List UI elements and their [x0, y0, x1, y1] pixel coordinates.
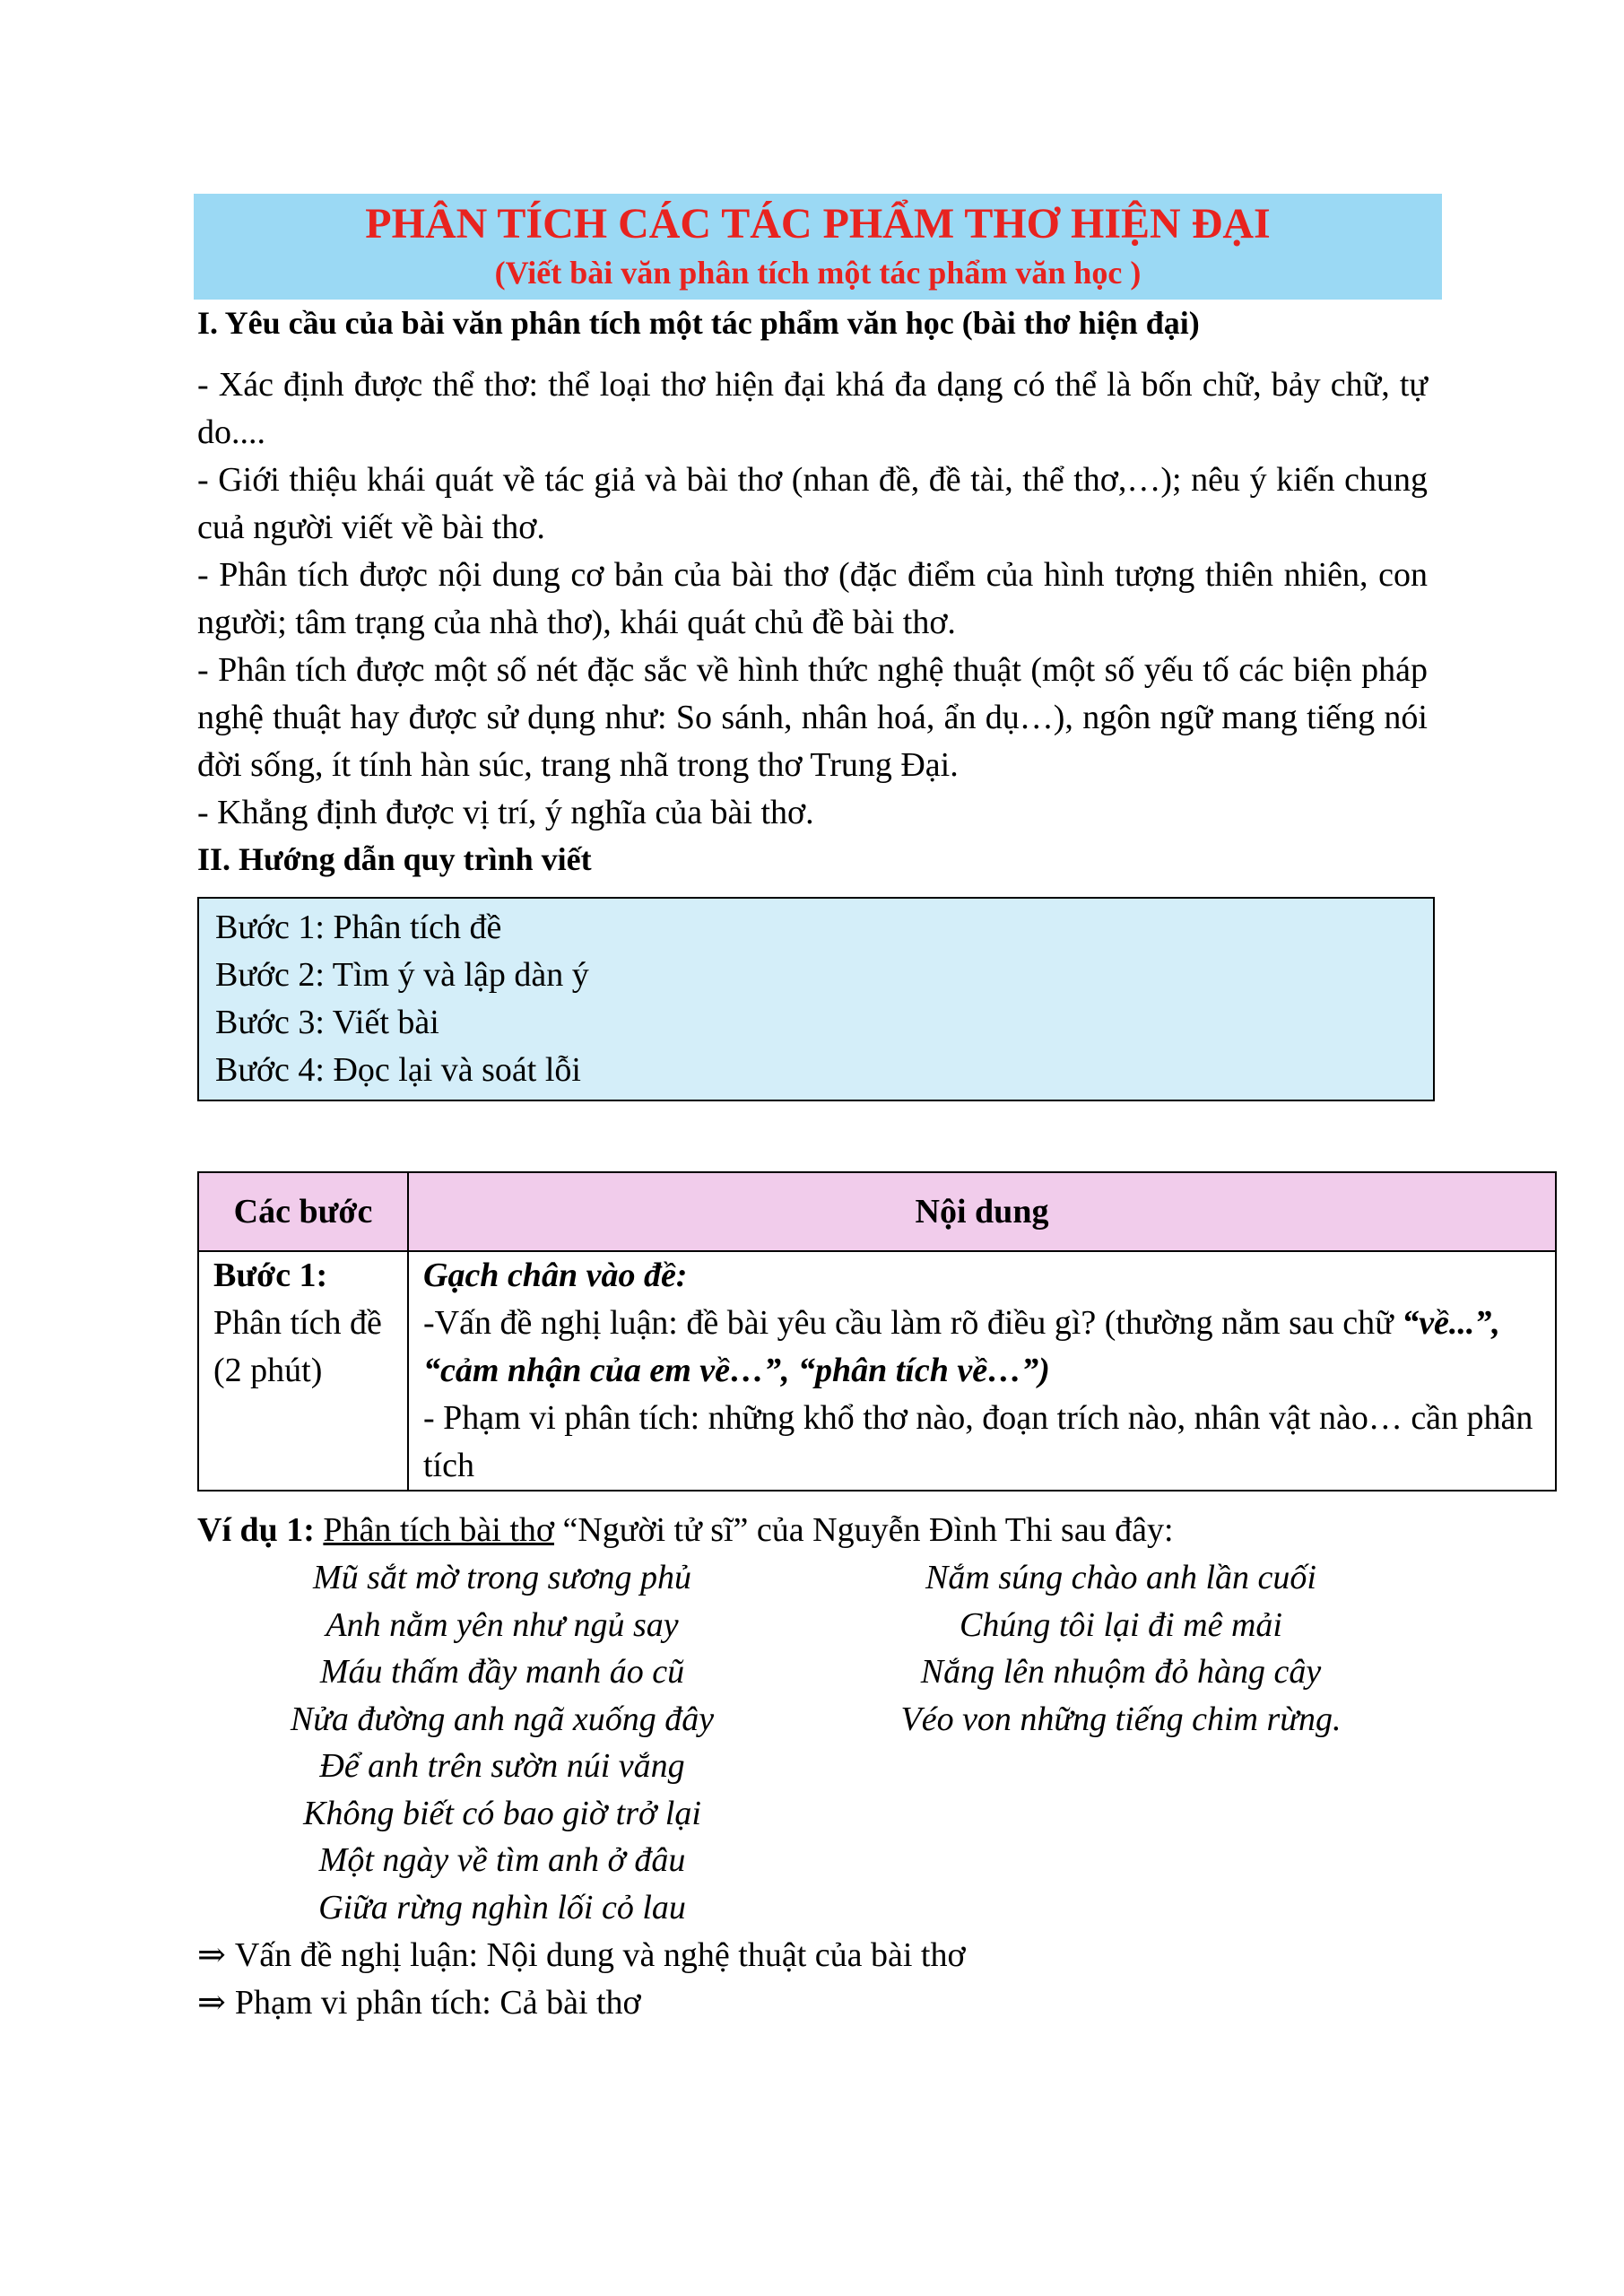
- table-cell-content: [408, 1251, 1556, 1491]
- content-scope: - Phạm vi phân tích: những khổ thơ nào, đoạn trích nào, nhân vật nào… cần phân tích: [423, 1399, 1533, 1484]
- title-banner: [194, 194, 1442, 300]
- poem-right-column: [883, 1554, 1359, 1743]
- step-time: (2 phút): [213, 1352, 323, 1389]
- poem-line: Một ngày về tìm anh ở đâu: [318, 1841, 686, 1879]
- conclusion-scope-text: Phạm vi phân tích: Cả bài thơ: [234, 1984, 641, 2022]
- poem-line: Giữa rừng nghìn lối cỏ lau: [318, 1888, 686, 1926]
- requirement-item-5: - Khẳng định được vị trí, ý nghĩa của bài thơ.: [197, 794, 814, 831]
- conclusion-issue-text: Vấn đề nghị luận: Nội dung và nghệ thuật của bài thơ: [234, 1936, 966, 1974]
- step-item-4: Bước 4: Đọc lại và soát lỗi: [215, 1051, 581, 1089]
- step-item-2: Bước 2: Tìm ý và lập dàn ý: [215, 956, 589, 994]
- poem-line: Máu thấm đầy manh áo cũ: [319, 1653, 685, 1691]
- table-cell-step: [198, 1251, 408, 1491]
- table-header-row: [198, 1172, 1556, 1251]
- poem-line: Để anh trên sườn núi vắng: [319, 1747, 685, 1785]
- poem-line: Nắng lên nhuộm đỏ hàng cây: [920, 1653, 1322, 1691]
- step-item-3: Bước 3: Viết bài: [215, 1004, 439, 1041]
- requirement-item-1: - Xác định được thể thơ: thể loại thơ hiện đại khá đa dạng có thể là bốn chữ, bảy chữ, tự do....: [197, 366, 1428, 451]
- steps-box: [197, 897, 1435, 1101]
- steps-table: [197, 1171, 1557, 1492]
- content-issue-quotes: “về...”, “cảm nhận của em về…”, “phân tích về…”): [423, 1304, 1500, 1389]
- section2-heading: II. Hướng dẫn quy trình viết: [197, 841, 592, 877]
- table-header-content: Nội dung: [408, 1172, 1556, 1251]
- page-title: PHÂN TÍCH CÁC TÁC PHẨM THƠ HIỆN ĐẠI: [365, 200, 1271, 248]
- example-label: Ví dụ 1:: [197, 1511, 315, 1549]
- step-name: Phân tích đề: [213, 1304, 382, 1342]
- conclusion-scope: [197, 1979, 641, 2027]
- poem-line: Véo von những tiếng chim rừng.: [900, 1700, 1342, 1738]
- poem-line: Chúng tôi lại đi mê mải: [960, 1605, 1282, 1644]
- table-row: [198, 1251, 1556, 1491]
- poem-line: Mũ sắt mờ trong sương phủ: [313, 1559, 691, 1596]
- content-issue: [423, 1300, 1541, 1395]
- implies-arrow-icon: ⇒: [197, 1984, 226, 2022]
- conclusion-issue: [197, 1932, 966, 1979]
- example-intro: [197, 1507, 1174, 1554]
- step-item-1: Bước 1: Phân tích đề: [215, 909, 502, 946]
- poem-line: Không biết có bao giờ trở lại: [303, 1794, 701, 1832]
- page-subtitle: (Viết bài văn phân tích một tác phẩm văn học ): [494, 255, 1142, 291]
- content-issue-text: -Vấn đề nghị luận: đề bài yêu cầu làm rõ điều gì? (thường nằm sau chữ: [423, 1304, 1403, 1342]
- poem-left-column: [269, 1554, 735, 1931]
- table-header-steps: Các bước: [198, 1172, 408, 1251]
- step-title: Bước 1:: [213, 1257, 328, 1294]
- poem-line: Nửa đường anh ngã xuống đây: [290, 1700, 715, 1738]
- requirement-item-2: - Giới thiệu khái quát về tác giả và bài thơ (nhan đề, đề tài, thể thơ,…); nêu ý kiến chung cuả người viết về bài thơ.: [197, 461, 1428, 546]
- poem-line: Anh nằm yên như ngủ say: [326, 1605, 679, 1644]
- requirement-item-3: - Phân tích được nội dung cơ bản của bài thơ (đặc điểm của hình tượng thiên nhiên, con người; tâm trạng của nhà thơ), khái quát chủ đề bài thơ.: [197, 556, 1428, 641]
- example-rest: “Người tử sĩ” của Nguyễn Đình Thi sau đây:: [553, 1511, 1174, 1549]
- section1-heading: I. Yêu cầu của bài văn phân tích một tác phẩm văn học (bài thơ hiện đại): [197, 305, 1200, 341]
- poem-line: Nắm súng chào anh lần cuối: [925, 1559, 1316, 1596]
- requirement-item-4: - Phân tích được một số nét đặc sắc về hình thức nghệ thuật (một số yếu tố các biện pháp nghệ thuật hay được sử dụng như: So sánh, nhân hoá, ẩn dụ…), ngôn ngữ mang tiếng nói đời sống, ít tính hàn súc, trang nhã trong thơ Trung Đại.: [197, 651, 1428, 784]
- content-heading: Gạch chân vào đề:: [423, 1257, 688, 1294]
- implies-arrow-icon: ⇒: [197, 1936, 226, 1974]
- example-task: Phân tích bài thơ: [323, 1511, 554, 1549]
